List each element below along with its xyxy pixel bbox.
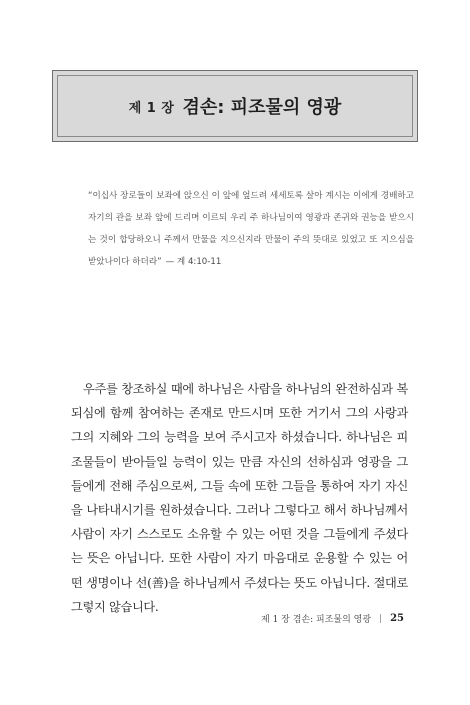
chapter-title-box (52, 70, 418, 142)
page-number: 25 (390, 613, 404, 624)
epigraph-reference: — 계 4:10-11 (165, 257, 222, 267)
chapter-title-frame (57, 75, 413, 137)
body-paragraph: 우주를 창조하실 때에 하나님은 사람을 하나님의 완전하심과 복되심에 함께 참여하는 존재로 만드시며 또한 거기서 그의 사랑과 그의 지혜와 그의 능력을 보여 주시고자 하셨습니다. 하나님은 피조물들이 받아들일 능력이 있는 만큼 자신의 선하심과 영광을 그들에게 전해 주심으로써, 그들 속에 또한 그들을 통하여 자기 자신을 나타내시기를 원하셨습니다. 그러나 그렇다고 해서 하나님께서 사람이 자기 스스로도 소유할 수 있는 어떤 것을 그들에게 주셨다는 뜻은 아닙니다. 또한 사람이 자기 마음대로 운용할 수 있는 어떤 생명이나 선(善)을 하나님께서 주셨다는 뜻도 아닙니다. 절대로 그렇지 않습니다. (71, 382, 408, 614)
page-footer (261, 612, 404, 625)
chapter-label: 제 1 장 (128, 100, 175, 116)
epigraph (88, 185, 414, 273)
footer-separator: | (379, 613, 383, 624)
epigraph-quote: “이십사 장로들이 보좌에 앉으신 이 앞에 엎드려 세세토록 살아 계시는 이에게 경배하고 자기의 관을 보좌 앞에 드리며 이르되 우리 주 하나님이여 영광과 존귀와 권능을 받으시는 것이 합당하오니 주께서 만물을 지으신지라 만물이 주의 뜻대로 있었고 또 지으심을 받았나이다 하더라” (88, 191, 414, 267)
running-head: 제 1 장 겸손: 피조물의 영광 (261, 615, 372, 625)
chapter-title: 겸손: 피조물의 영광 (182, 97, 342, 118)
